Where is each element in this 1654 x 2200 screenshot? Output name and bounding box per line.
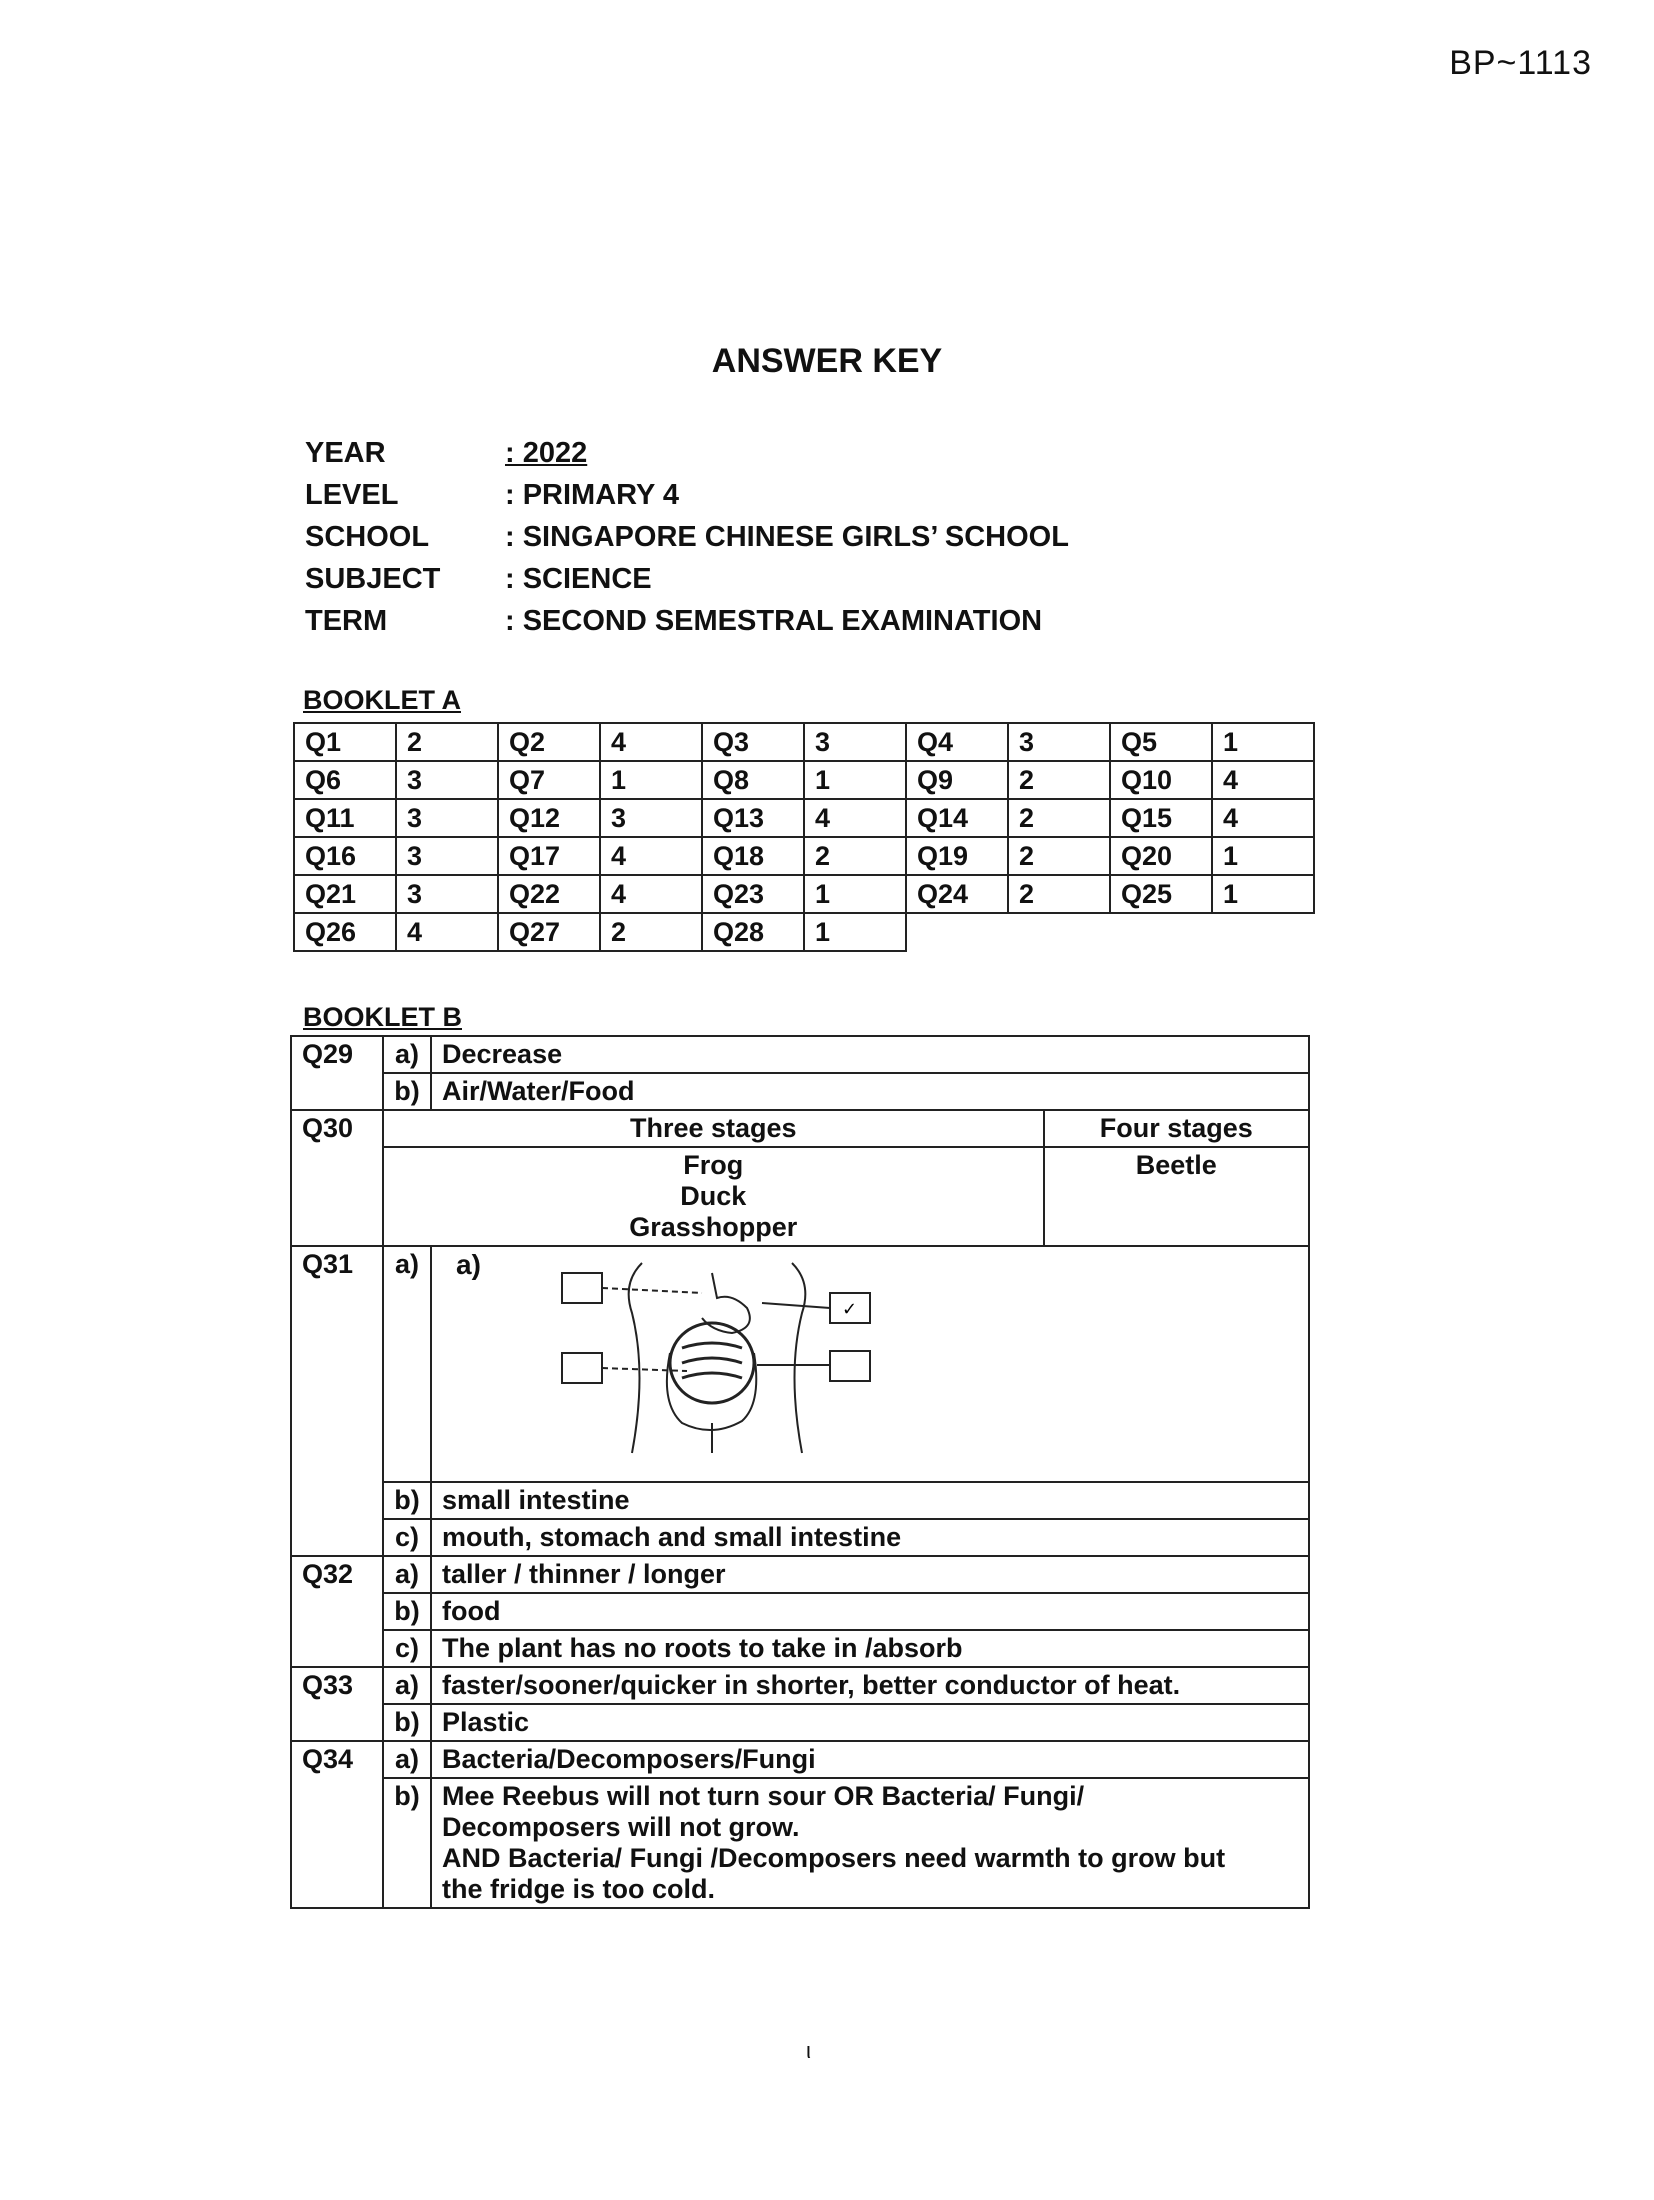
question-cell: Q2 xyxy=(498,723,600,761)
question-cell: Q23 xyxy=(702,875,804,913)
answer-cell: 2 xyxy=(1008,761,1110,799)
meta-key: SUBJECT xyxy=(305,562,441,595)
answer-cell: food xyxy=(431,1593,1309,1630)
answer-cell: 4 xyxy=(600,837,702,875)
meta-row-level xyxy=(305,474,1069,516)
q30-col2-items xyxy=(1044,1147,1309,1246)
question-cell: Q18 xyxy=(702,837,804,875)
list-item: Duck xyxy=(680,1181,747,1211)
meta-value: : 2022 xyxy=(505,436,588,469)
answer-line: AND Bacteria/ Fungi /Decomposers need warmth to grow but xyxy=(442,1843,1226,1873)
question-number: Q32 xyxy=(291,1556,383,1667)
answer-line: Mee Reebus will not turn sour OR Bacteria/ Fungi/ xyxy=(442,1781,1085,1811)
answer-cell: 3 xyxy=(396,875,498,913)
question-cell: Q22 xyxy=(498,875,600,913)
table-row xyxy=(291,1073,1309,1110)
question-cell: Q15 xyxy=(1110,799,1212,837)
answer-cell: 4 xyxy=(600,875,702,913)
table-row xyxy=(291,1741,1309,1778)
question-cell: Q6 xyxy=(294,761,396,799)
answer-cell: 2 xyxy=(1008,837,1110,875)
table-row xyxy=(294,875,1314,913)
sub-label: b) xyxy=(383,1073,431,1110)
sub-label: b) xyxy=(383,1778,431,1908)
q31-diagram-cell xyxy=(431,1246,1309,1482)
q30-col1-header: Three stages xyxy=(383,1110,1044,1147)
table-row xyxy=(291,1482,1309,1519)
table-row xyxy=(291,1667,1309,1704)
page-title: ANSWER KEY xyxy=(711,342,943,380)
sub-label: a) xyxy=(383,1741,431,1778)
answer-cell: 3 xyxy=(600,799,702,837)
table-row xyxy=(291,1778,1309,1908)
question-cell: Q21 xyxy=(294,875,396,913)
answer-cell: 3 xyxy=(396,761,498,799)
answer-cell: faster/sooner/quicker in shorter, better conductor of heat. xyxy=(431,1667,1309,1704)
answer-cell xyxy=(431,1778,1309,1908)
sub-label: a) xyxy=(383,1036,431,1073)
question-cell: Q24 xyxy=(906,875,1008,913)
answer-cell: 1 xyxy=(1212,723,1314,761)
question-cell: Q5 xyxy=(1110,723,1212,761)
digestive-system-diagram xyxy=(552,1253,912,1473)
answer-cell: 4 xyxy=(1212,799,1314,837)
answer-cell: Decrease xyxy=(431,1036,1309,1073)
table-row xyxy=(291,1246,1309,1482)
sub-label: b) xyxy=(383,1593,431,1630)
question-cell: Q3 xyxy=(702,723,804,761)
meta-key: TERM xyxy=(305,604,388,637)
question-cell: Q25 xyxy=(1110,875,1212,913)
answer-cell: 4 xyxy=(396,913,498,951)
table-row xyxy=(294,723,1314,761)
meta-value: : SCIENCE xyxy=(505,562,652,595)
question-number: Q34 xyxy=(291,1741,383,1908)
table-row xyxy=(291,1110,1309,1147)
answer-line: the fridge is too cold. xyxy=(442,1874,716,1904)
diagram-label: a) xyxy=(456,1249,481,1280)
answer-cell: 2 xyxy=(804,837,906,875)
answer-cell: small intestine xyxy=(431,1482,1309,1519)
page-mark: ι xyxy=(806,2038,811,2063)
answer-cell: Air/Water/Food xyxy=(431,1073,1309,1110)
answer-cell: 1 xyxy=(1212,837,1314,875)
answer-cell: 2 xyxy=(396,723,498,761)
table-row xyxy=(291,1593,1309,1630)
sub-label: c) xyxy=(383,1519,431,1556)
answer-cell: 2 xyxy=(1008,875,1110,913)
sub-label: a) xyxy=(383,1246,431,1482)
table-row xyxy=(291,1036,1309,1073)
question-cell: Q7 xyxy=(498,761,600,799)
answer-cell: 3 xyxy=(396,799,498,837)
question-number: Q33 xyxy=(291,1667,383,1741)
meta-row-subject xyxy=(305,558,1069,600)
question-cell: Q8 xyxy=(702,761,804,799)
answer-cell: 3 xyxy=(804,723,906,761)
question-cell: Q4 xyxy=(906,723,1008,761)
question-cell: Q16 xyxy=(294,837,396,875)
answer-cell: 1 xyxy=(804,761,906,799)
question-number: Q29 xyxy=(291,1036,383,1110)
question-cell: Q27 xyxy=(498,913,600,951)
answer-cell: 2 xyxy=(1008,799,1110,837)
answer-cell: The plant has no roots to take in /absorb xyxy=(431,1630,1309,1667)
booklet-a-table xyxy=(293,722,1315,952)
meta-row-school xyxy=(305,516,1069,558)
table-row xyxy=(291,1556,1309,1593)
meta-key: YEAR xyxy=(305,436,386,469)
booklet-b-table xyxy=(290,1035,1310,1909)
sub-label: c) xyxy=(383,1630,431,1667)
table-row xyxy=(294,761,1314,799)
meta-value: : SECOND SEMESTRAL EXAMINATION xyxy=(505,604,1043,637)
sub-label: a) xyxy=(383,1667,431,1704)
answer-cell: 1 xyxy=(600,761,702,799)
answer-cell: 2 xyxy=(600,913,702,951)
answer-cell: 4 xyxy=(1212,761,1314,799)
list-item: Grasshopper xyxy=(629,1212,798,1242)
question-cell: Q13 xyxy=(702,799,804,837)
question-cell: Q1 xyxy=(294,723,396,761)
question-cell: Q20 xyxy=(1110,837,1212,875)
answer-cell: 3 xyxy=(396,837,498,875)
document-code: BP~1113 xyxy=(1449,44,1592,82)
meta-value: : PRIMARY 4 xyxy=(505,478,680,511)
sub-label: b) xyxy=(383,1482,431,1519)
list-item: Beetle xyxy=(1135,1150,1217,1180)
table-row xyxy=(294,837,1314,875)
answer-cell: 1 xyxy=(804,913,906,951)
table-row xyxy=(291,1519,1309,1556)
list-item: Frog xyxy=(683,1150,744,1180)
meta-row-term xyxy=(305,600,1069,642)
table-row xyxy=(294,799,1314,837)
question-cell: Q26 xyxy=(294,913,396,951)
meta-row-year xyxy=(305,432,1069,474)
answer-cell: 4 xyxy=(804,799,906,837)
booklet-a-label: BOOKLET A xyxy=(303,685,461,715)
meta-key: SCHOOL xyxy=(305,520,430,553)
booklet-b-label: BOOKLET B xyxy=(303,1002,462,1032)
table-row xyxy=(291,1704,1309,1741)
meta-value: : SINGAPORE CHINESE GIRLS’ SCHOOL xyxy=(505,520,1069,553)
answer-cell: 1 xyxy=(1212,875,1314,913)
meta-block xyxy=(305,432,1069,642)
answer-cell: 3 xyxy=(1008,723,1110,761)
answer-cell: Plastic xyxy=(431,1704,1309,1741)
question-cell: Q9 xyxy=(906,761,1008,799)
answer-line: Decomposers will not grow. xyxy=(442,1812,800,1842)
answer-cell: 1 xyxy=(804,875,906,913)
table-row xyxy=(291,1630,1309,1667)
question-number: Q31 xyxy=(291,1246,383,1556)
q30-col1-items xyxy=(383,1147,1044,1246)
question-cell: Q19 xyxy=(906,837,1008,875)
meta-key: LEVEL xyxy=(305,478,399,511)
tick-mark: ✓ xyxy=(842,1299,858,1320)
answer-cell: taller / thinner / longer xyxy=(431,1556,1309,1593)
answer-cell: Bacteria/Decomposers/Fungi xyxy=(431,1741,1309,1778)
table-row xyxy=(291,1147,1309,1246)
q30-col2-header: Four stages xyxy=(1044,1110,1309,1147)
question-cell: Q10 xyxy=(1110,761,1212,799)
question-cell: Q28 xyxy=(702,913,804,951)
sub-label: a) xyxy=(383,1556,431,1593)
question-cell: Q14 xyxy=(906,799,1008,837)
question-cell: Q12 xyxy=(498,799,600,837)
answer-cell: 4 xyxy=(600,723,702,761)
answer-cell: mouth, stomach and small intestine xyxy=(431,1519,1309,1556)
question-cell: Q11 xyxy=(294,799,396,837)
table-row xyxy=(294,913,1314,951)
question-cell: Q17 xyxy=(498,837,600,875)
sub-label: b) xyxy=(383,1704,431,1741)
question-number: Q30 xyxy=(291,1110,383,1246)
